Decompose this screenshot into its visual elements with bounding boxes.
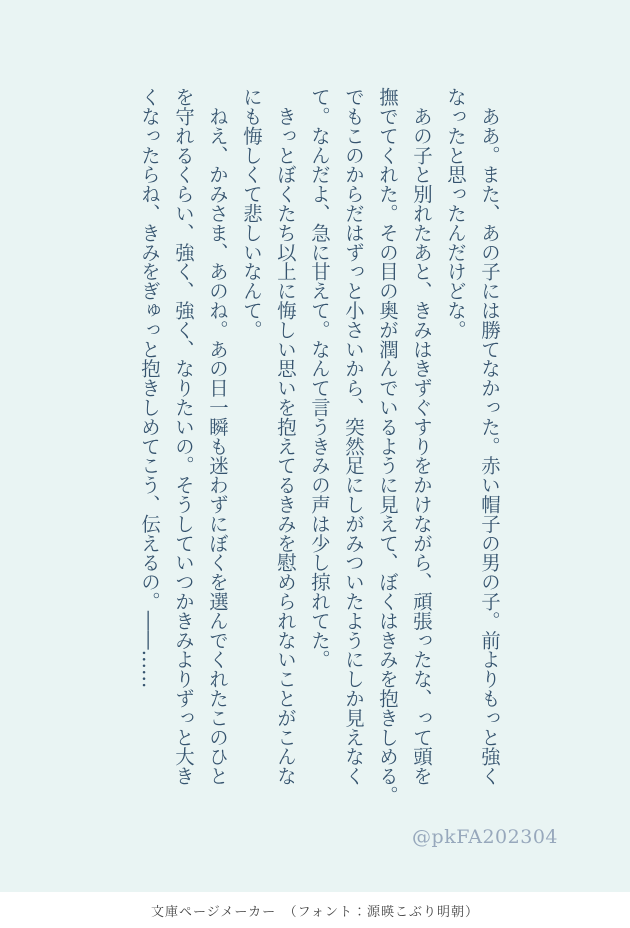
text-line: にも悔しくて悲しいなんて。 — [240, 87, 263, 340]
text-line: 撫でてくれた。その目の奥が潤んでいるように見えて、ぼくはきみを抱きしめる。 — [376, 87, 399, 805]
text-line: て。なんだよ、急に甘えて。なんて言うきみの声は少し掠れてた。 — [308, 87, 331, 669]
author-credit: @pkFA202304 — [412, 826, 558, 848]
text-line: でもこのからだはずっと小さいから、突然足にしがみついたようにしか見えなく — [342, 87, 365, 786]
footer-bar — [0, 892, 630, 928]
text-line: あの子と別れたあと、きみはきずぐすりをかけながら、頑張ったな、って頭を — [410, 87, 433, 786]
text-line: を守れるくらい、強く、強く、なりたいの。そうしていつかきみよりずっと大き — [172, 87, 195, 786]
text-line: なったと思ったんだけどな。 — [444, 87, 467, 340]
text-line: くなったらね、きみをぎゅっと抱きしめてこう、伝えるの。――…… — [138, 87, 161, 689]
text-line: きっとぼくたち以上に悔しい思いを抱えてるきみを慰められないことがこんな — [274, 87, 297, 786]
footer-caption: 文庫ページメーカー （フォント：源暎こぶり明朝） — [151, 904, 479, 920]
text-line: ああ。また、あの子には勝てなかった。赤い帽子の男の子。前よりもっと強く — [478, 87, 501, 786]
story-text — [132, 87, 506, 805]
text-line: ねえ、かみさま、あのね。あの日一瞬も迷わずにぼくを選んでくれたこのひと — [206, 87, 229, 786]
